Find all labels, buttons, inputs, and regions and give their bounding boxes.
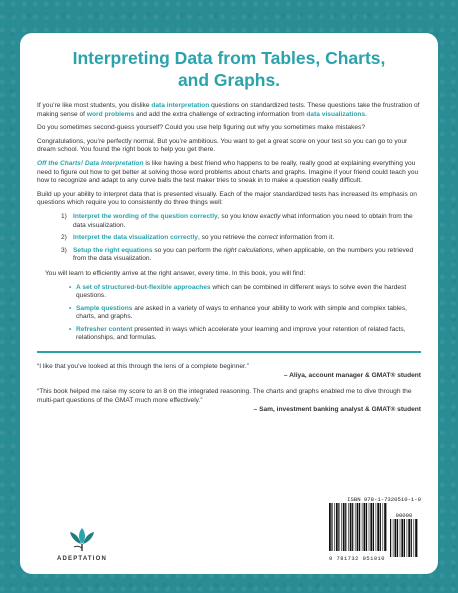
tulip-logo-icon — [67, 526, 97, 552]
list-item: 3) Setup the right equations so you can perform the right calculations, when applicable, on the numbers you retrieved from the data visualization. — [61, 246, 414, 263]
testimonial-author: – Sam, investment banking analyst & GMAT® student — [253, 406, 421, 414]
publisher-name: ADEPTATION — [56, 556, 108, 562]
isbn-text: ISBN 978-1-7320510-1-0 — [347, 496, 421, 503]
divider — [37, 351, 421, 353]
footer — [37, 482, 421, 562]
find-intro: You will learn to efficiently arrive at the right answer, every time. In this book, you will find: — [45, 269, 306, 277]
intro-paragraph-2: Do you sometimes second-guess yourself? Could you use help figuring out why you sometimes make mistakes? — [37, 124, 366, 132]
price-code: 90000 — [395, 512, 413, 519]
intro-paragraph-3: Congratulations, you’re perfectly normal. But you’re ambitious. You want to get a great score on your test so you can go to your dream school. You found the right book to help you get there. — [37, 137, 408, 154]
testimonial-quote: “This book helped me raise my score to an 8 on the integrated reasoning. The charts and graphs enabled me to dive through the multi-part questions of the GMAT much more effectively.” — [37, 388, 412, 404]
isbn-barcode — [329, 496, 421, 562]
intro-paragraph-5: Build up your ability to interpret data that is presented visually. Each of the major standardized tests has increased its emphasis on questions which require you to consistently do three things well: — [37, 190, 417, 207]
list-item: 1) Interpret the wording of the question correctly, so you know exactly what information you need to obtain from the data visualization. — [61, 212, 413, 229]
addon-barcode-icon — [390, 519, 418, 557]
intro-paragraph-1: If you’re like most students, you dislike data interpretation questions on standardized tests. These questions take the frustration of making sense of word problems and add the extra challenge of extracting information from data visualizations. — [37, 102, 420, 118]
steps-list — [37, 213, 421, 264]
list-item: • Refresher content presented in ways which accelerate your learning and improve your retention of related facts, relationships, and formulas. — [69, 325, 406, 342]
list-item: • Sample questions are asked in a variety of ways to enhance your ability to work with simple and complex tables, charts, and graphs. — [69, 304, 407, 321]
page-title: Interpreting Data from Tables, Charts, and Graphs. — [72, 48, 386, 90]
testimonial-quote: “I like that you’ve looked at this through the lens of a complete beginner.” — [37, 362, 249, 370]
barcode-digits: 9 781732 051010 — [329, 556, 386, 562]
book-title: Off the Charts! Data Interpretation — [37, 159, 144, 167]
barcode-icon — [329, 503, 387, 551]
publisher-logo — [51, 526, 113, 562]
intro-paragraph-4: Off the Charts! Data Interpretation is like having a best friend who happens to be really, really good at explaining everything you need to figure out how to get better at solving those word problems about charts and graphs. Imagine if your friend could teach you how to recognize and adapt to any curve balls the test maker tries to sneak in to make a question really difficult. — [37, 159, 419, 185]
back-cover-card — [20, 33, 438, 574]
features-list — [37, 284, 421, 344]
list-item: • A set of structured-but-flexible approaches which can be combined in different ways to solve even the hardest questions. — [69, 283, 407, 300]
list-item: 2) Interpret the data visualization correctly, so you retrieve the correct information from it. — [61, 234, 335, 242]
testimonial-author: – Aliya, account manager & GMAT® student — [283, 372, 421, 380]
